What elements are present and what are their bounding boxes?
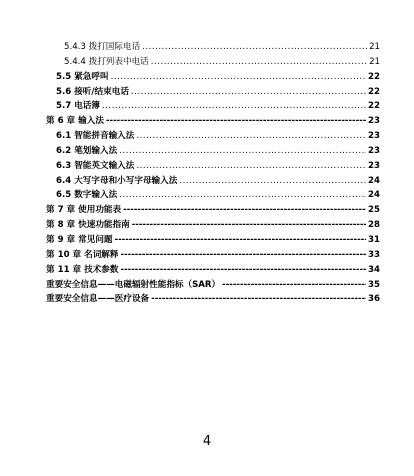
toc-entry-page: 23 <box>368 131 380 142</box>
page-number: 4 <box>202 434 212 449</box>
toc-entry-title: 第 6 章 输入法 <box>46 116 104 127</box>
toc-dot-leader <box>111 70 366 85</box>
toc-dot-leader <box>151 55 367 70</box>
toc-entry-title: 6.2 笔划输入法 <box>56 145 118 156</box>
toc-entry-page: 23 <box>368 145 380 156</box>
toc-entry-title: 第 11 章 技术参数 <box>46 264 119 275</box>
toc-entry[interactable] <box>46 129 380 144</box>
toc-chapter-entry[interactable] <box>46 114 380 129</box>
toc-dot-leader <box>136 129 366 144</box>
toc-entry-title: 第 9 章 常见问题 <box>46 234 113 245</box>
toc-entry[interactable] <box>46 99 380 114</box>
toc-dash-leader <box>121 248 367 263</box>
toc-dash-leader <box>222 278 366 293</box>
toc-entry-page: 22 <box>368 101 380 112</box>
toc-entry-title: 5.4.4 拨打列表中电话 <box>64 56 149 67</box>
toc-entry-page: 22 <box>368 86 380 97</box>
toc-entry-page: 23 <box>368 116 380 127</box>
toc-entry-title: 5.5 紧急呼叫 <box>56 71 109 82</box>
toc-entry-page: 24 <box>368 175 380 186</box>
toc-entry-page: 24 <box>368 190 380 201</box>
toc-entry-page: 22 <box>368 71 380 82</box>
toc-entry-title: 重要安全信息——电磁辐射性能指标（SAR） <box>46 279 221 290</box>
toc-dot-leader <box>119 188 366 203</box>
toc-dot-leader <box>136 159 366 174</box>
toc-entry-title: 5.7 电话簿 <box>56 101 100 112</box>
toc-dot-leader <box>102 99 366 114</box>
toc-entry-title: 5.6 接听/结束电话 <box>56 86 129 97</box>
toc-entry[interactable] <box>46 55 380 70</box>
toc-entry-title: 5.4.3 拨打国际电话 <box>64 42 141 52</box>
toc-entry-title: 第 7 章 使用功能表 <box>46 205 122 216</box>
toc-chapter-entry[interactable] <box>46 248 380 263</box>
toc-dot-leader <box>179 174 366 189</box>
toc-entry[interactable] <box>46 40 380 55</box>
toc-chapter-entry[interactable] <box>46 292 380 307</box>
table-of-contents <box>46 40 380 307</box>
toc-dash-leader <box>151 292 366 307</box>
toc-chapter-entry[interactable] <box>46 203 380 218</box>
toc-chapter-entry[interactable] <box>46 278 380 293</box>
toc-entry-page: 34 <box>368 264 380 275</box>
toc-entry-page: 35 <box>368 279 380 290</box>
toc-chapter-entry[interactable] <box>46 218 380 233</box>
toc-dash-leader <box>106 114 366 129</box>
toc-entry[interactable] <box>46 188 380 203</box>
toc-entry-title: 第 10 章 名词解释 <box>46 249 119 260</box>
toc-dot-leader <box>131 85 366 100</box>
toc-entry[interactable] <box>46 144 380 159</box>
toc-dash-leader <box>132 218 366 233</box>
toc-entry[interactable] <box>46 159 380 174</box>
toc-entry-page: 21 <box>369 42 380 52</box>
toc-entry-page: 28 <box>368 220 380 231</box>
toc-dash-leader <box>123 203 366 218</box>
toc-dot-leader <box>142 40 367 55</box>
toc-entry-page: 31 <box>368 234 380 245</box>
toc-entry[interactable] <box>46 85 380 100</box>
toc-entry-page: 23 <box>368 160 380 171</box>
toc-entry-title: 6.1 智能拼音输入法 <box>56 131 135 142</box>
toc-entry-title: 第 8 章 快速功能指南 <box>46 220 130 231</box>
toc-chapter-entry[interactable] <box>46 233 380 248</box>
toc-entry-page: 25 <box>368 205 380 216</box>
toc-entry-title: 6.5 数字输入法 <box>56 190 118 201</box>
toc-entry-title: 6.3 智能英文输入法 <box>56 160 135 171</box>
toc-entry-title: 重要安全信息——医疗设备 <box>46 294 150 305</box>
toc-entry-title: 6.4 大写字母和小写字母输入法 <box>56 175 178 186</box>
toc-entry-page: 21 <box>369 56 380 67</box>
toc-entry-page: 36 <box>368 294 380 305</box>
toc-dot-leader <box>119 144 366 159</box>
toc-entry[interactable] <box>46 174 380 189</box>
toc-entry-page: 33 <box>368 249 380 260</box>
toc-entry[interactable] <box>46 70 380 85</box>
toc-dash-leader <box>115 233 367 248</box>
toc-dash-leader <box>121 263 367 278</box>
toc-chapter-entry[interactable] <box>46 263 380 278</box>
